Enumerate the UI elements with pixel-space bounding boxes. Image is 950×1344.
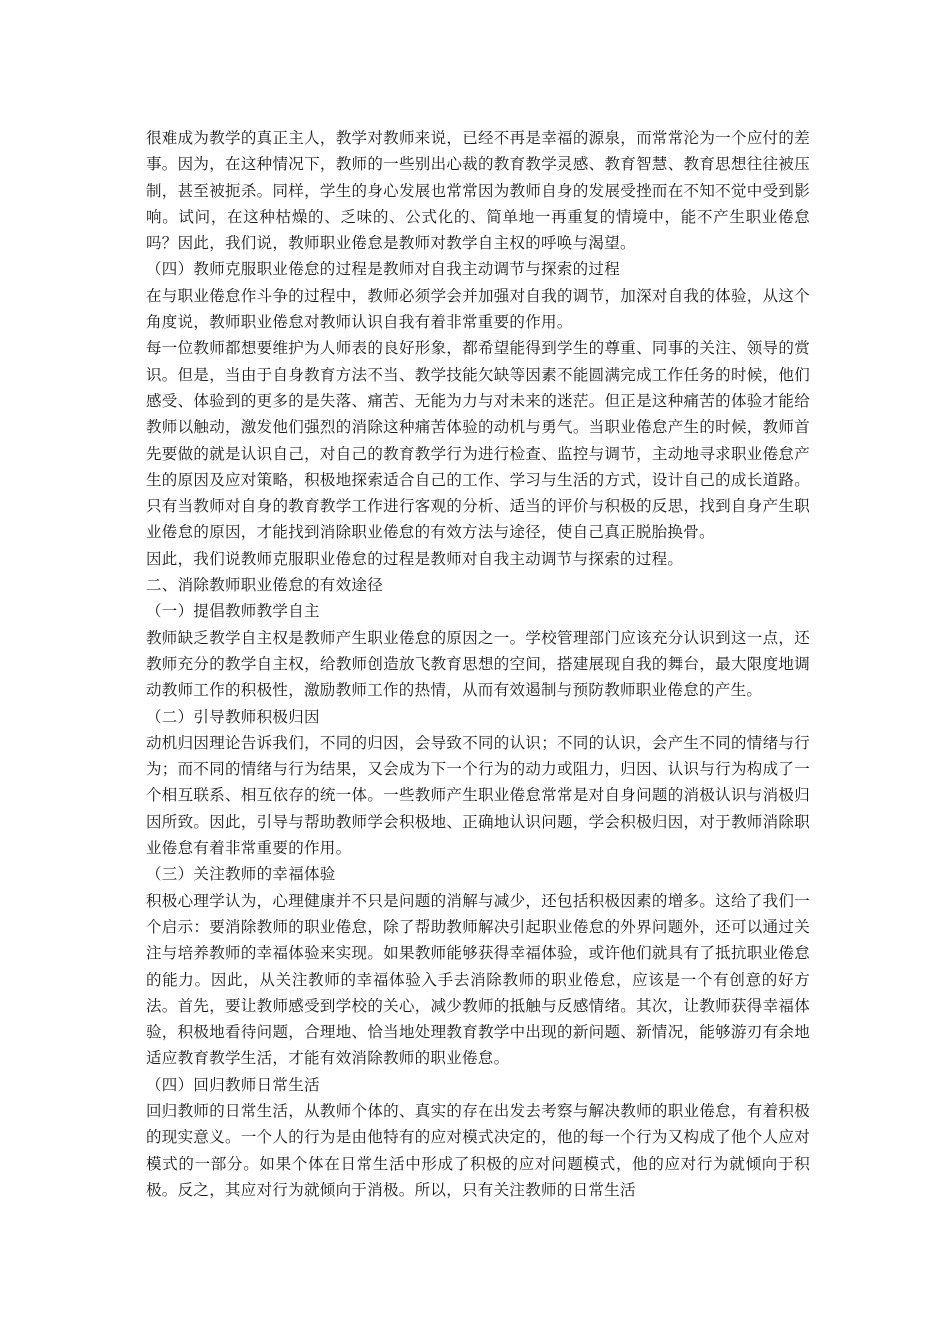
section-heading: （二）引导教师积极归因 <box>146 707 320 726</box>
paragraph: 回归教师的日常生活，从教师个体的、真实的存在出发去考察与解决教师的职业倦怠，有着积极的现实意义。一个人的行为是由他特有的应对模式决定的，他的每一个行为又构成了他个人应对模式的一部分。如果个体在日常生活中形成了积极的应对问题模式，他的应对行为就倾向于积极。反之，其应对行为就倾向于消极。所以，只有关注教师的日常生活 <box>146 1101 810 1199</box>
paragraph: 因此，我们说教师克服职业倦怠的过程是教师对自我主动调节与探索的过程。 <box>146 549 684 568</box>
section-heading: （四）回归教师日常生活 <box>146 1075 320 1094</box>
section-heading: （一）提倡教师教学自主 <box>146 602 320 621</box>
section-heading: （三）关注教师的幸福体验 <box>146 865 336 884</box>
paragraph: 教师缺乏教学自主权是教师产生职业倦怠的原因之一。学校管理部门应该充分认识到这一点，还教师充分的教学自主权，给教师创造放飞教育思想的空间，搭建展现自我的舞台，最大限度地调动教师工作的积极性，激励教师工作的热情，从而有效遏制与预防教师职业倦怠的产生。 <box>146 628 810 700</box>
paragraph: 动机归因理论告诉我们，不同的归因，会导致不同的认识；不同的认识，会产生不同的情绪与行为；而不同的情绪与行为结果，又会成为下一个行为的动力或阻力，归因、认识与行为构成了一个相互联系、相互依存的统一体。一些教师产生职业倦怠常常是对自身问题的消极认识与消极归因所致。因此，引导与帮助教师学会积极地、正确地认识问题，学会积极归因，对于教师消除职业倦怠有着非常重要的作用。 <box>146 733 810 858</box>
section-heading: （四）教师克服职业倦怠的过程是教师对自我主动调节与探索的过程 <box>146 260 621 279</box>
section-heading: 二、消除教师职业倦怠的有效途径 <box>146 576 384 595</box>
document-body <box>146 125 810 1203</box>
paragraph: 积极心理学认为，心理健康并不只是问题的消解与减少，还包括积极因素的增多。这给了我们一个启示：要消除教师的职业倦怠，除了帮助教师解决引起职业倦怠的外界问题外，还可以通过关注与培养教师的幸福体验来实现。如果教师能够获得幸福体验，或许他们就具有了抵抗职业倦怠的能力。因此，从关注教师的幸福体验入手去消除教师的职业倦怠，应该是一个有创意的好方法。首先，要让教师感受到学校的关心，减少教师的抵触与反感情绪。其次，让教师获得幸福体验，积极地看待问题，合理地、恰当地处理教育教学中出现的新问题、新情况，能够游刃有余地适应教育教学生活，才能有效消除教师的职业倦怠。 <box>146 891 810 1068</box>
paragraph: 在与职业倦怠作斗争的过程中，教师必须学会并加强对自我的调节，加深对自我的体验，从这个角度说，教师职业倦怠对教师认识自我有着非常重要的作用。 <box>146 286 810 332</box>
paragraph: 很难成为教学的真正主人，教学对教师来说，已经不再是幸福的源泉，而常常沦为一个应付的差事。因为，在这种情况下，教师的一些别出心裁的教育教学灵感、教育智慧、教育思想往往被压制，甚至被扼杀。同样，学生的身心发展也常常因为教师自身的发展受挫而在不知不觉中受到影响。试问，在这种枯燥的、乏味的、公式化的、简单地一再重复的情境中，能不产生职业倦怠吗？因此，我们说，教师职业倦怠是教师对教学自主权的呼唤与渴望。 <box>146 129 810 253</box>
paragraph: 每一位教师都想要维护为人师表的良好形象，都希望能得到学生的尊重、同事的关注、领导的赏识。但是，当由于自身教育方法不当、教学技能欠缺等因素不能圆满完成工作任务的时候，他们感受、体验到的更多的是失落、痛苦、无能为力与对未来的迷茫。但正是这种痛苦的体验才能给教师以触动，激发他们强烈的消除这种痛苦体验的动机与勇气。当职业倦怠产生的时候，教师首先要做的就是认识自己，对自己的教育教学行为进行检查、监控与调节，主动地寻求职业倦怠产生的原因及应对策略，积极地探索适合自己的工作、学习与生活的方式，设计自己的成长道路。只有当教师对自身的教育教学工作进行客观的分析、适当的评价与积极的反思，找到自身产生职业倦怠的原因，才能找到消除职业倦怠的有效方法与途径，使自己真正脱胎换骨。 <box>146 339 810 542</box>
